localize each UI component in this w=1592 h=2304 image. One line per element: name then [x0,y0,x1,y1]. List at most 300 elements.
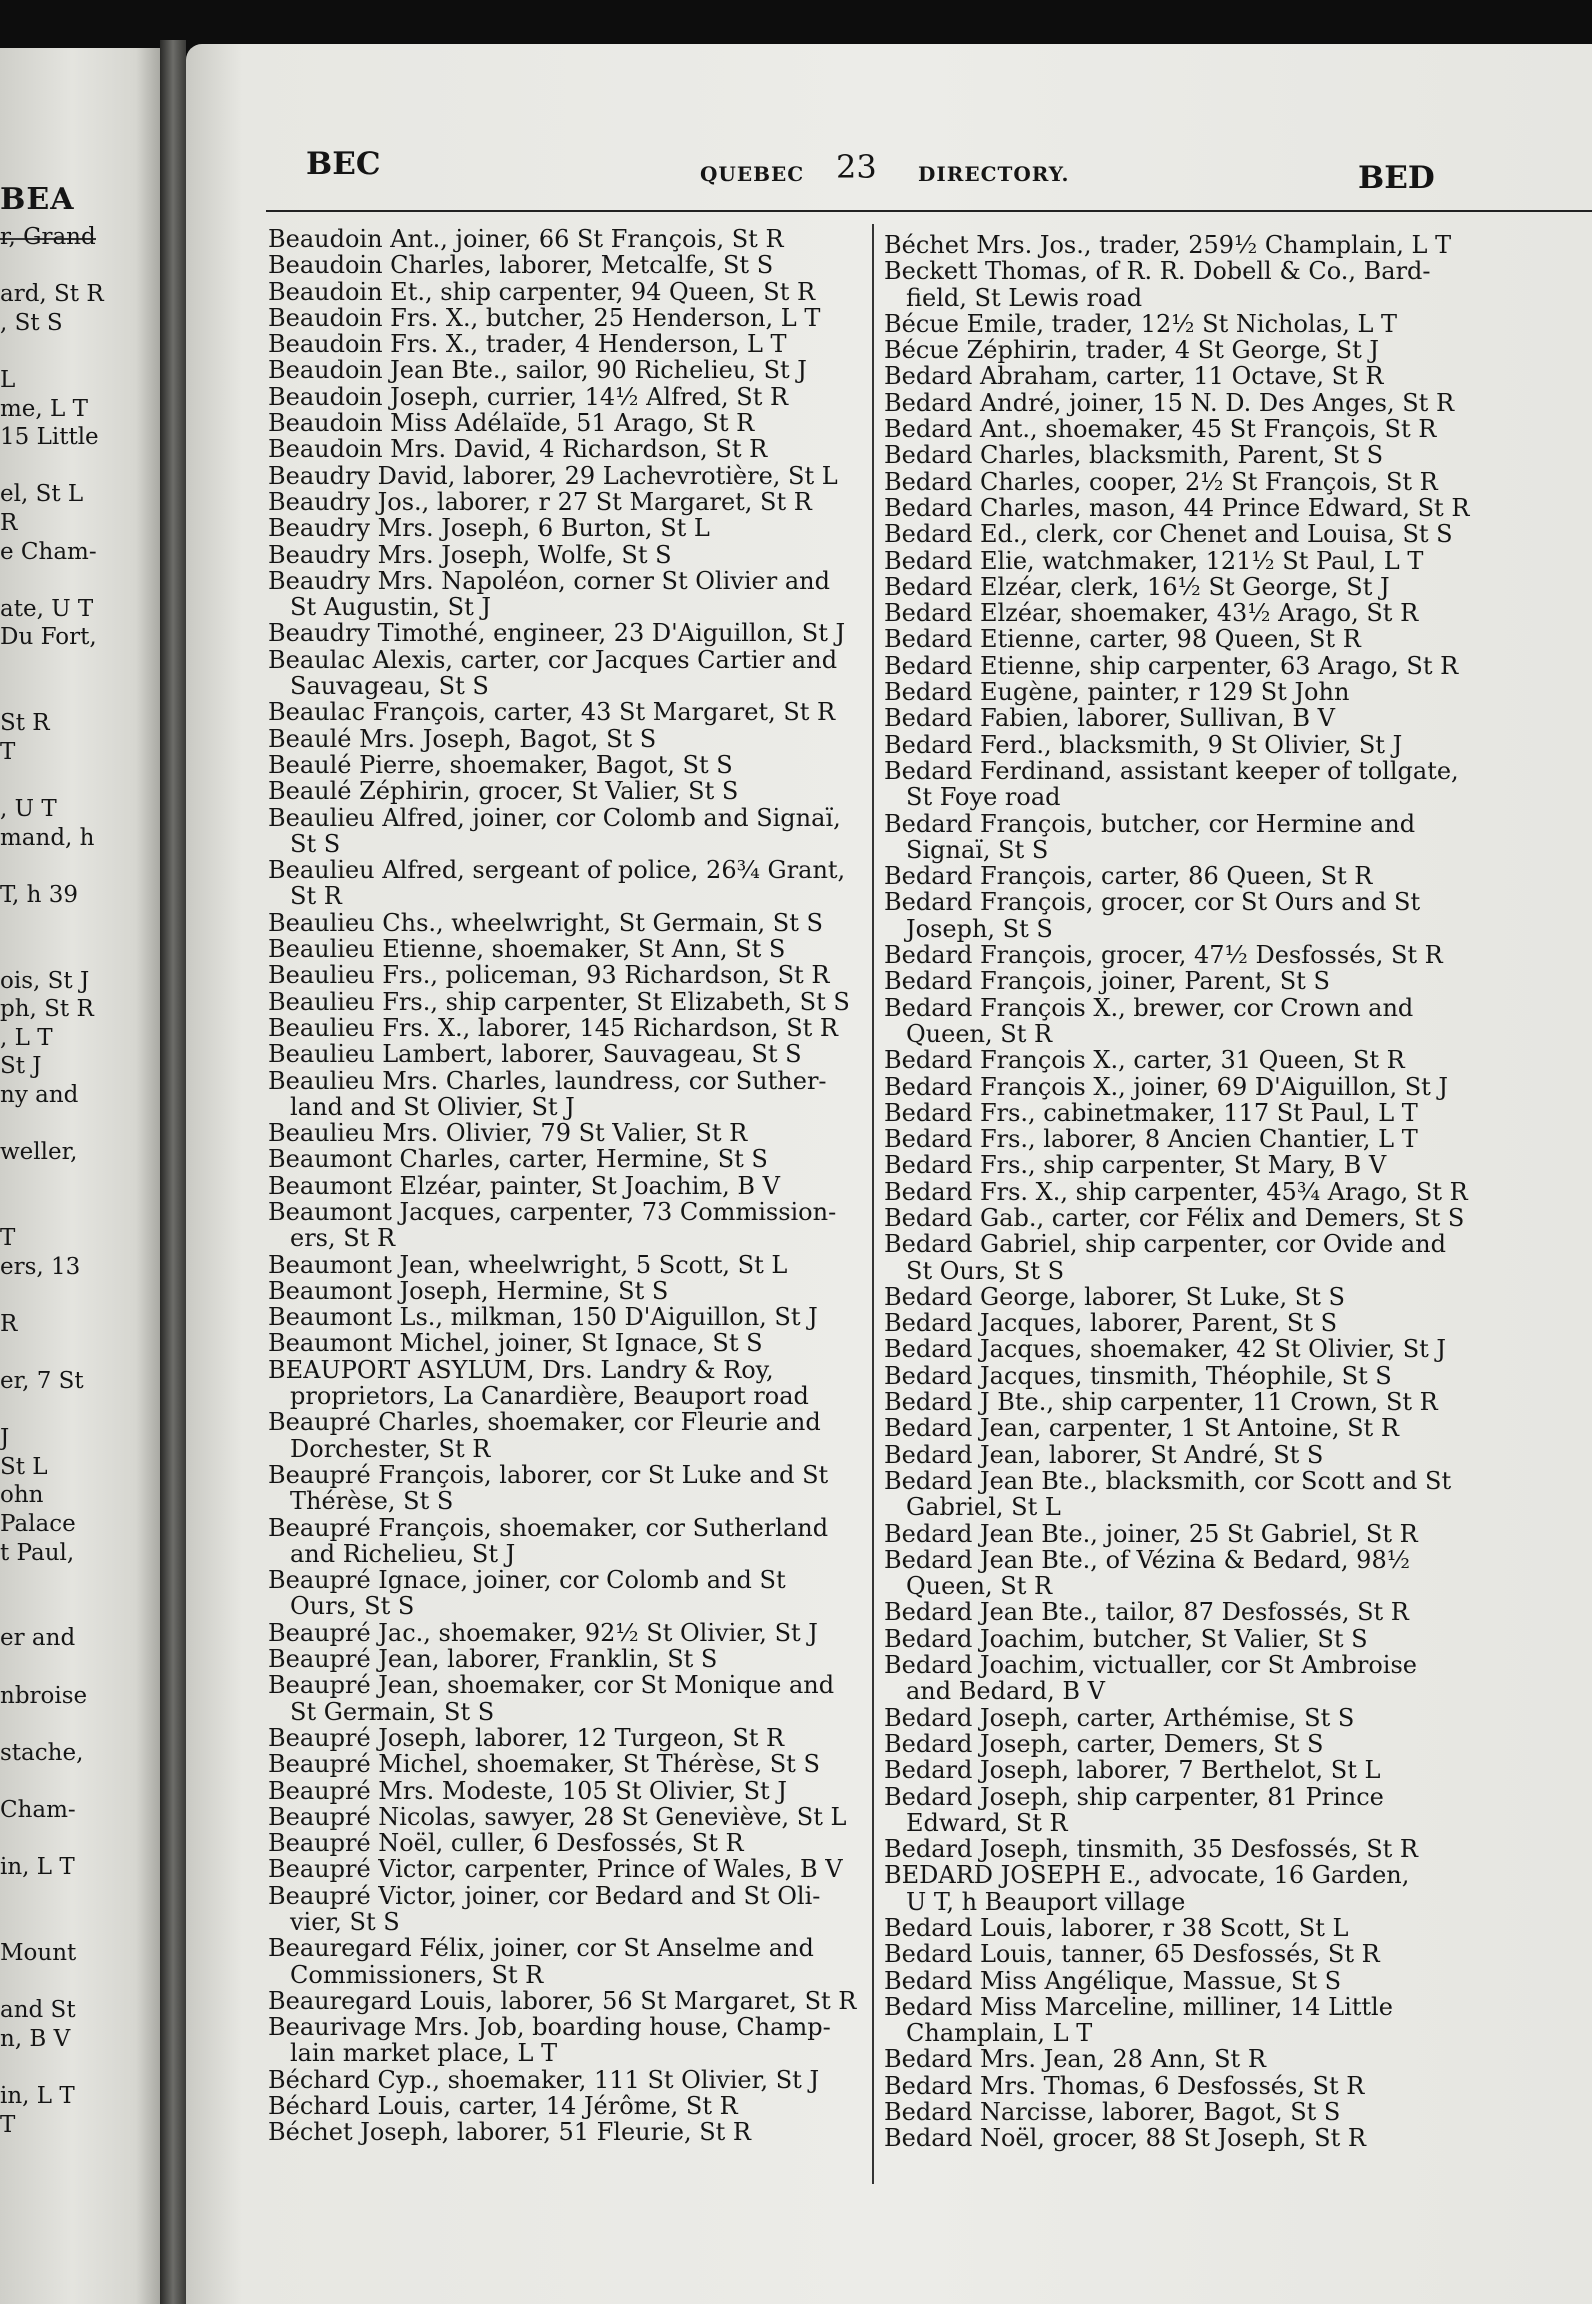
entry-line: Bedard Joseph, carter, Arthémise, St S [884,1703,1355,1732]
directory-entry [268,989,868,1015]
directory-entry [884,1547,1584,1600]
directory-entry [268,936,868,962]
previous-page-line: and St [0,1997,76,2024]
entry-line: Beaupré François, laborer, cor St Luke and St [268,1460,829,1489]
entry-continuation: and Bedard, B V [906,1677,1105,1706]
entry-line: Beaumont Charles, carter, Hermine, St S [268,1145,768,1174]
directory-entry [268,1120,868,1146]
directory-entry [268,357,868,383]
entry-line: Bedard Louis, tanner, 65 Desfossés, St R [884,1940,1380,1969]
entry-line: Beaumont Ls., milkman, 150 D'Aiguillon, St J [268,1303,818,1332]
entry-continuation: St S [290,829,341,858]
entry-line: Beaudry David, laborer, 29 Lachevrotière, St L [268,461,838,490]
directory-entry [884,600,1584,626]
entry-line: Beaupré Mrs. Modeste, 105 St Olivier, St J [268,1776,787,1805]
directory-entry [268,252,868,278]
directory-entry [268,1278,868,1304]
directory-entry [268,1778,868,1804]
book-gutter [160,40,186,2304]
previous-page-line: R [0,1310,18,1337]
entry-line: Béchet Mrs. Jos., trader, 259½ Champlain, L T [884,231,1452,259]
previous-page-line: L [0,367,16,393]
entry-continuation: Joseph, St S [906,914,1053,943]
directory-entry [268,752,868,778]
directory-entry [884,548,1584,574]
entry-line: Bedard Jean Bte., blacksmith, cor Scott and St [884,1466,1452,1495]
entry-line: Bedard Narcisse, laborer, Bagot, St S [884,2098,1341,2127]
directory-entry [884,1836,1584,1862]
entry-line: Beaumont Joseph, Hermine, St S [268,1276,669,1305]
entry-continuation: vier, St S [290,1908,400,1936]
previous-page-line: r, Grand [0,224,96,250]
entry-line: Beaupré Ignace, joiner, cor Colomb and St [268,1566,786,1595]
entry-line: Beaudry Mrs. Napoléon, corner St Olivier and [268,566,830,595]
directory-entry [268,1041,868,1067]
directory-entry [268,1068,868,1121]
directory-entry [268,305,868,331]
directory-entry [268,1672,868,1725]
entry-line: Beaudry Mrs. Joseph, Wolfe, St S [268,540,672,569]
entry-continuation: U T, h Beauport village [906,1887,1186,1916]
entry-line: Béchet Joseph, laborer, 51 Fleurie, St R [268,2118,751,2147]
entry-line: Bedard François X., carter, 31 Queen, St R [884,1046,1405,1075]
directory-entry [884,337,1584,363]
directory-entry [268,620,868,646]
entry-line: Beaudoin Mrs. David, 4 Richardson, St R [268,435,768,464]
entry-line: Bedard Jean Bte., of Vézina & Bedard, 98½ [884,1545,1410,1574]
directory-entry [268,226,868,252]
directory-entry [884,1784,1584,1837]
directory-entry [268,1567,868,1620]
previous-page-line: nbroise [0,1682,88,1709]
entry-continuation: Dorchester, St R [290,1434,491,1463]
entry-line: Bedard Frs., cabinetmaker, 117 St Paul, L T [884,1098,1418,1127]
previous-page-line: Mount [0,1940,77,1966]
entry-continuation: St R [290,882,342,911]
directory-entry [884,442,1584,468]
entry-line: Beaupré François, shoemaker, cor Sutherland [268,1513,829,1542]
directory-entry [884,995,1584,1048]
entry-line: Bedard François, grocer, cor St Ours and St [884,888,1421,917]
previous-page-line: ard, St R [0,281,104,308]
directory-entry [268,805,868,858]
entry-line: Bedard Joseph, tinsmith, 35 Desfossés, St R [884,1835,1418,1864]
directory-entry [884,942,1584,968]
entry-line: Bedard Noël, grocer, 88 St Joseph, St R [884,2124,1366,2153]
directory-entry [268,384,868,410]
directory-entry [884,469,1584,495]
previous-page-line: , St S [0,309,63,336]
directory-entry [884,1336,1584,1362]
entry-line: Bedard Abraham, carter, 11 Octave, St R [884,362,1384,391]
entry-line: Beaumont Michel, joiner, St Ignace, St S [268,1329,763,1358]
entry-line: Béchard Louis, carter, 14 Jérôme, St R [268,2092,738,2121]
entry-line: Beaumont Jacques, carpenter, 73 Commission- [268,1197,837,1226]
entry-line: Beaumont Jean, wheelwright, 5 Scott, St L [268,1250,788,1279]
entry-line: Béchard Cyp., shoemaker, 111 St Olivier, St J [268,2065,820,2094]
directory-entry [884,258,1584,311]
previous-page-line: St R [0,710,50,737]
previous-page-header: BEA [0,182,75,217]
previous-page-line: er, 7 St [0,1368,84,1394]
entry-line: Beauregard Louis, laborer, 56 St Margaret, St R [268,1986,857,2015]
directory-entry [884,1521,1584,1547]
previous-page-line: t Paul, [0,1539,75,1566]
entry-line: Beaulieu Frs. X., laborer, 145 Richardson, St R [268,1013,838,1042]
entry-continuation: Edward, St R [906,1808,1068,1837]
entry-line: Bedard Joseph, ship carpenter, 81 Prince [884,1782,1384,1811]
running-title-directory: DIRECTORY. [918,162,1070,186]
entry-line: Beaulieu Alfred, sergeant of police, 26¾ Grant, [268,856,846,885]
directory-entry [884,2125,1584,2151]
directory-entry [268,778,868,804]
directory-entry [268,1988,868,2014]
directory-entry [268,463,868,489]
entry-line: Bedard Etienne, carter, 98 Queen, St R [884,625,1361,654]
entry-continuation: Champlain, L T [906,2019,1093,2048]
directory-entry [884,811,1584,864]
entry-line: Beaulieu Alfred, joiner, cor Colomb and Signaï, [268,803,841,832]
directory-entry [884,574,1584,600]
entry-line: Beaudoin Charles, laborer, Metcalfe, St S [268,251,774,280]
previous-page-line: ohn [0,1482,44,1509]
entry-continuation: proprietors, La Canardière, Beauport road [290,1382,809,1411]
entry-continuation: Signaï, St S [906,835,1049,864]
previous-page-line: Cham- [0,1797,76,1823]
entry-continuation: St Augustin, St J [290,593,492,622]
directory-entry [268,2093,868,2119]
previous-page-line: me, L T [0,395,88,422]
directory-entry [268,410,868,436]
running-title-city: QUEBEC [700,162,805,186]
previous-page-edge [0,48,160,2304]
previous-page-line: in, L T [0,2083,75,2109]
entry-line: Beaudoin Frs. X., trader, 4 Henderson, L T [268,330,787,359]
directory-entry [884,679,1584,705]
directory-entry [884,1152,1584,1178]
directory-entry [268,1646,868,1672]
directory-entry [268,1199,868,1252]
directory-entry [268,1330,868,1356]
entry-line: Beaupré Jean, laborer, Franklin, St S [268,1645,718,1674]
entry-continuation: land and St Olivier, St J [290,1092,575,1121]
directory-entry [884,311,1584,337]
directory-entry [268,699,868,725]
entry-line: Bedard Mrs. Jean, 28 Ann, St R [884,2045,1266,2074]
entry-line: Beaupré Charles, shoemaker, cor Fleurie and [268,1408,821,1437]
entry-line: Beaudoin Jean Bte., sailor, 90 Richelieu, St J [268,356,807,385]
entry-line: Bedard André, joiner, 15 N. D. Des Anges, St R [884,388,1455,417]
entry-line: Beaudoin Miss Adélaïde, 51 Arago, St R [268,409,755,438]
directory-entry [884,1994,1584,2047]
directory-entry [268,2067,868,2093]
entry-continuation: Queen, St R [906,1572,1053,1601]
entry-line: Bedard Charles, mason, 44 Prince Edward, St R [884,493,1470,522]
directory-entry [268,1620,868,1646]
entry-line: Bedard Elzéar, clerk, 16½ St George, St J [884,572,1390,601]
entry-line: Beaurivage Mrs. Job, boarding house, Champ- [268,2013,831,2042]
entry-line: Beaulac Alexis, carter, cor Jacques Cartier and [268,645,838,674]
directory-entry [268,910,868,936]
directory-entry [884,1915,1584,1941]
previous-page-line: ph, St R [0,996,94,1023]
entry-continuation: and Richelieu, St J [290,1539,516,1568]
entry-line: Bedard Frs. X., ship carpenter, 45¾ Arago, St R [884,1177,1468,1206]
previous-page-line: T [0,2111,16,2138]
directory-entry [884,1862,1584,1915]
directory-entry [884,1389,1584,1415]
directory-entry [884,390,1584,416]
directory-entry [884,1284,1584,1310]
header-rule [266,210,1592,212]
entry-line: Bedard François, butcher, cor Hermine and [884,809,1416,838]
directory-entry [884,1731,1584,1757]
previous-page-line: T [0,1225,16,1251]
entry-line: Bedard Etienne, ship carpenter, 63 Arago, St R [884,651,1459,680]
entry-line: Beaupré Jac., shoemaker, 92½ St Olivier, St J [268,1618,818,1647]
entry-continuation: Thérèse, St S [290,1487,454,1516]
previous-page-line: weller, [0,1139,78,1166]
entry-line: Beaudoin Joseph, currier, 14½ Alfred, St R [268,382,789,411]
entry-continuation: Gabriel, St L [906,1493,1061,1522]
entry-line: BEAUPORT ASYLUM, Drs. Landry & Roy, [268,1355,774,1384]
previous-page-line: St J [0,1053,42,1080]
entry-line: Bedard Gabriel, ship carpenter, cor Ovide and [884,1230,1446,1259]
directory-entry [884,1310,1584,1336]
previous-page-line: ate, U T [0,595,94,622]
entry-line: Bedard Miss Marceline, milliner, 14 Little [884,1992,1393,2021]
entry-line: Beaulieu Chs., wheelwright, St Germain, St S [268,908,823,937]
entry-line: Bedard George, laborer, St Luke, St S [884,1282,1345,1311]
directory-entry [268,2119,868,2145]
running-head-right: BED [1358,160,1435,196]
directory-entry [268,1856,868,1882]
entry-line: Beckett Thomas, of R. R. Dobell & Co., Bard- [884,257,1431,286]
previous-page-line: T, h 39 [0,881,78,908]
directory-entry [268,515,868,541]
page-number: 23 [836,148,877,186]
previous-page-line: R [0,510,18,536]
entry-line: Bedard Jacques, tinsmith, Théophile, St S [884,1361,1392,1390]
previous-page-line: ers, 13 [0,1253,81,1280]
entry-line: Beaupré Joseph, laborer, 12 Turgeon, St R [268,1723,785,1752]
directory-entry [884,1468,1584,1521]
left-column [268,226,868,2146]
entry-line: Bedard Joseph, laborer, 7 Berthelot, St L [884,1756,1381,1785]
previous-page-line: e Cham- [0,538,97,565]
directory-entry [884,863,1584,889]
entry-line: Bedard Elie, watchmaker, 121½ St Paul, L T [884,546,1424,575]
previous-page-line: J [0,1425,10,1452]
entry-line: Bedard Jean Bte., joiner, 25 St Gabriel, St R [884,1519,1418,1548]
entry-line: Beaulac François, carter, 43 St Margaret, St R [268,698,836,727]
entry-continuation: St Ours, St S [906,1256,1065,1285]
directory-entry [268,962,868,988]
entry-line: Bécue Zéphirin, trader, 4 St George, St J [884,336,1379,365]
directory-entry [268,542,868,568]
directory-entry [884,1415,1584,1441]
entry-line: Bedard François, grocer, 47½ Desfossés, St R [884,941,1443,970]
directory-entry [884,889,1584,942]
previous-page-line: Du Fort, [0,624,97,651]
directory-entry [268,726,868,752]
directory-entry [268,436,868,462]
directory-entry [268,1725,868,1751]
directory-entry [268,489,868,515]
entry-line: Bedard Louis, laborer, r 38 Scott, St L [884,1914,1349,1942]
directory-entry [884,705,1584,731]
entry-line: Bedard Jean, carpenter, 1 St Antoine, St R [884,1414,1399,1443]
directory-entry [884,626,1584,652]
entry-line: Bedard Frs., ship carpenter, St Mary, B V [884,1151,1387,1180]
previous-page-line: ois, St J [0,967,90,994]
directory-entry [268,1304,868,1330]
entry-line: Beaupré Jean, shoemaker, cor St Monique and [268,1671,835,1700]
entry-line: Bedard Jean, laborer, St André, St S [884,1440,1324,1469]
directory-entry [884,758,1584,811]
directory-entry [268,857,868,910]
entry-line: Bedard Gab., carter, cor Félix and Demers, St S [884,1203,1465,1232]
right-column [884,232,1584,2152]
directory-page [186,44,1592,2304]
entry-line: Beaulieu Mrs. Olivier, 79 St Valier, St R [268,1119,748,1148]
entry-continuation: Sauvageau, St S [290,672,489,701]
entry-line: Bedard Jacques, laborer, Parent, St S [884,1309,1338,1338]
entry-line: Bedard François X., brewer, cor Crown and [884,993,1414,1022]
entry-line: Beaulé Pierre, shoemaker, Bagot, St S [268,750,733,779]
directory-entry [268,331,868,357]
directory-entry [884,232,1584,258]
directory-entry [884,2099,1584,2125]
entry-line: Bécue Emile, trader, 12½ St Nicholas, L T [884,309,1398,338]
directory-entry [268,2014,868,2067]
directory-entry [884,2046,1584,2072]
directory-entry [884,1442,1584,1468]
directory-entry [884,732,1584,758]
entry-continuation: Ours, St S [290,1592,415,1621]
directory-entry [884,1231,1584,1284]
entry-line: Bedard Charles, blacksmith, Parent, St S [884,441,1384,470]
entry-line: Bedard Charles, cooper, 2½ St François, St R [884,467,1438,496]
directory-entry [884,1047,1584,1073]
directory-entry [884,521,1584,547]
directory-entry [268,1173,868,1199]
entry-line: Bedard J Bte., ship carpenter, 11 Crown, St R [884,1388,1438,1417]
entry-line: Beaudry Jos., laborer, r 27 St Margaret, St R [268,487,812,516]
entry-line: Bedard Miss Angélique, Massue, St S [884,1966,1342,1995]
entry-line: Bedard Ed., clerk, cor Chenet and Louisa, St S [884,520,1453,549]
previous-page-line: ny and [0,1082,79,1108]
running-head-left: BEC [306,146,381,182]
entry-line: Bedard Ant., shoemaker, 45 St François, St R [884,415,1437,444]
directory-entry [884,1652,1584,1705]
directory-entry [268,568,868,621]
entry-line: Beaupré Victor, carpenter, Prince of Wales, B V [268,1855,843,1884]
previous-page-line: stache, [0,1739,84,1766]
directory-entry [884,1968,1584,1994]
previous-page-line: 15 Little [0,424,99,451]
directory-entry [884,1626,1584,1652]
directory-entry [884,968,1584,994]
previous-page-line: mand, h [0,824,95,851]
directory-entry [268,1462,868,1515]
previous-page-line: Palace [0,1511,76,1537]
previous-page-line: St L [0,1453,48,1480]
directory-entry [884,2073,1584,2099]
entry-continuation: field, St Lewis road [906,283,1143,312]
directory-entry [268,1883,868,1936]
entry-line: Bedard François X., joiner, 69 D'Aiguillon, St J [884,1072,1449,1101]
entry-line: Bedard Eugène, painter, r 129 St John [884,678,1350,707]
directory-entry [884,1074,1584,1100]
entry-line: Bedard François, joiner, Parent, St S [884,967,1330,996]
entry-continuation: Commissioners, St R [290,1960,544,1989]
entry-line: Bedard Ferd., blacksmith, 9 St Olivier, St J [884,730,1403,759]
previous-page-line: n, B V [0,2025,71,2052]
directory-entry [884,1941,1584,1967]
entry-line: Bedard Joachim, butcher, St Valier, St S [884,1624,1368,1653]
entry-line: Beaupré Michel, shoemaker, St Thérèse, St S [268,1750,820,1779]
directory-entry [884,1599,1584,1625]
entry-line: Bedard Jean Bte., tailor, 87 Desfossés, St R [884,1598,1409,1627]
entry-line: Beaudoin Frs. X., butcher, 25 Henderson, L T [268,303,821,332]
directory-entry [268,1751,868,1777]
entry-line: Beaulieu Frs., ship carpenter, St Elizabeth, St S [268,987,850,1016]
directory-entry [268,1804,868,1830]
entry-line: Bedard Frs., laborer, 8 Ancien Chantier, L T [884,1125,1418,1154]
directory-entry [884,416,1584,442]
entry-line: Beaulieu Frs., policeman, 93 Richardson, St R [268,961,830,990]
entry-line: Beaudry Timothé, engineer, 23 D'Aiguillon, St J [268,619,846,648]
entry-line: Bedard Joseph, carter, Demers, St S [884,1729,1324,1758]
directory-entry [268,1935,868,1988]
entry-line: Bedard Ferdinand, assistant keeper of tollgate, [884,756,1459,785]
directory-entry [884,495,1584,521]
entry-continuation: Queen, St R [906,1019,1053,1048]
entry-continuation: St Germain, St S [290,1697,495,1726]
column-divider [872,224,874,2184]
entry-continuation: ers, St R [290,1224,396,1253]
entry-line: Beaulieu Lambert, laborer, Sauvageau, St S [268,1040,802,1069]
entry-line: BEDARD JOSEPH E., advocate, 16 Garden, [884,1861,1410,1890]
directory-entry [268,647,868,700]
entry-line: Beaupré Victor, joiner, cor Bedard and St Oli- [268,1881,821,1910]
entry-line: Bedard Elzéar, shoemaker, 43½ Arago, St R [884,599,1419,628]
previous-page-line: er and [0,1625,76,1652]
entry-line: Beaudry Mrs. Joseph, 6 Burton, St L [268,514,710,543]
entry-line: Bedard Jacques, shoemaker, 42 St Olivier, St J [884,1335,1447,1364]
previous-page-line: T [0,738,16,765]
entry-line: Beaupré Nicolas, sawyer, 28 St Geneviève, St L [268,1802,847,1831]
directory-entry [268,1830,868,1856]
directory-entry [268,1515,868,1568]
directory-entry [884,1179,1584,1205]
entry-line: Beaulieu Mrs. Charles, laundress, cor Suther- [268,1066,827,1095]
directory-entry [268,279,868,305]
directory-entry [884,1363,1584,1389]
entry-line: Beaulieu Etienne, shoemaker, St Ann, St S [268,935,786,964]
previous-page-line: el, St L [0,481,84,508]
directory-entry [268,1409,868,1462]
directory-entry [884,363,1584,389]
entry-continuation: St Foye road [906,783,1061,812]
directory-entry [268,1015,868,1041]
entry-line: Beaulé Zéphirin, grocer, St Valier, St S [268,777,739,806]
directory-entry [884,1100,1584,1126]
directory-entry [268,1357,868,1410]
directory-entry [884,1126,1584,1152]
entry-continuation: lain market place, L T [290,2039,558,2068]
